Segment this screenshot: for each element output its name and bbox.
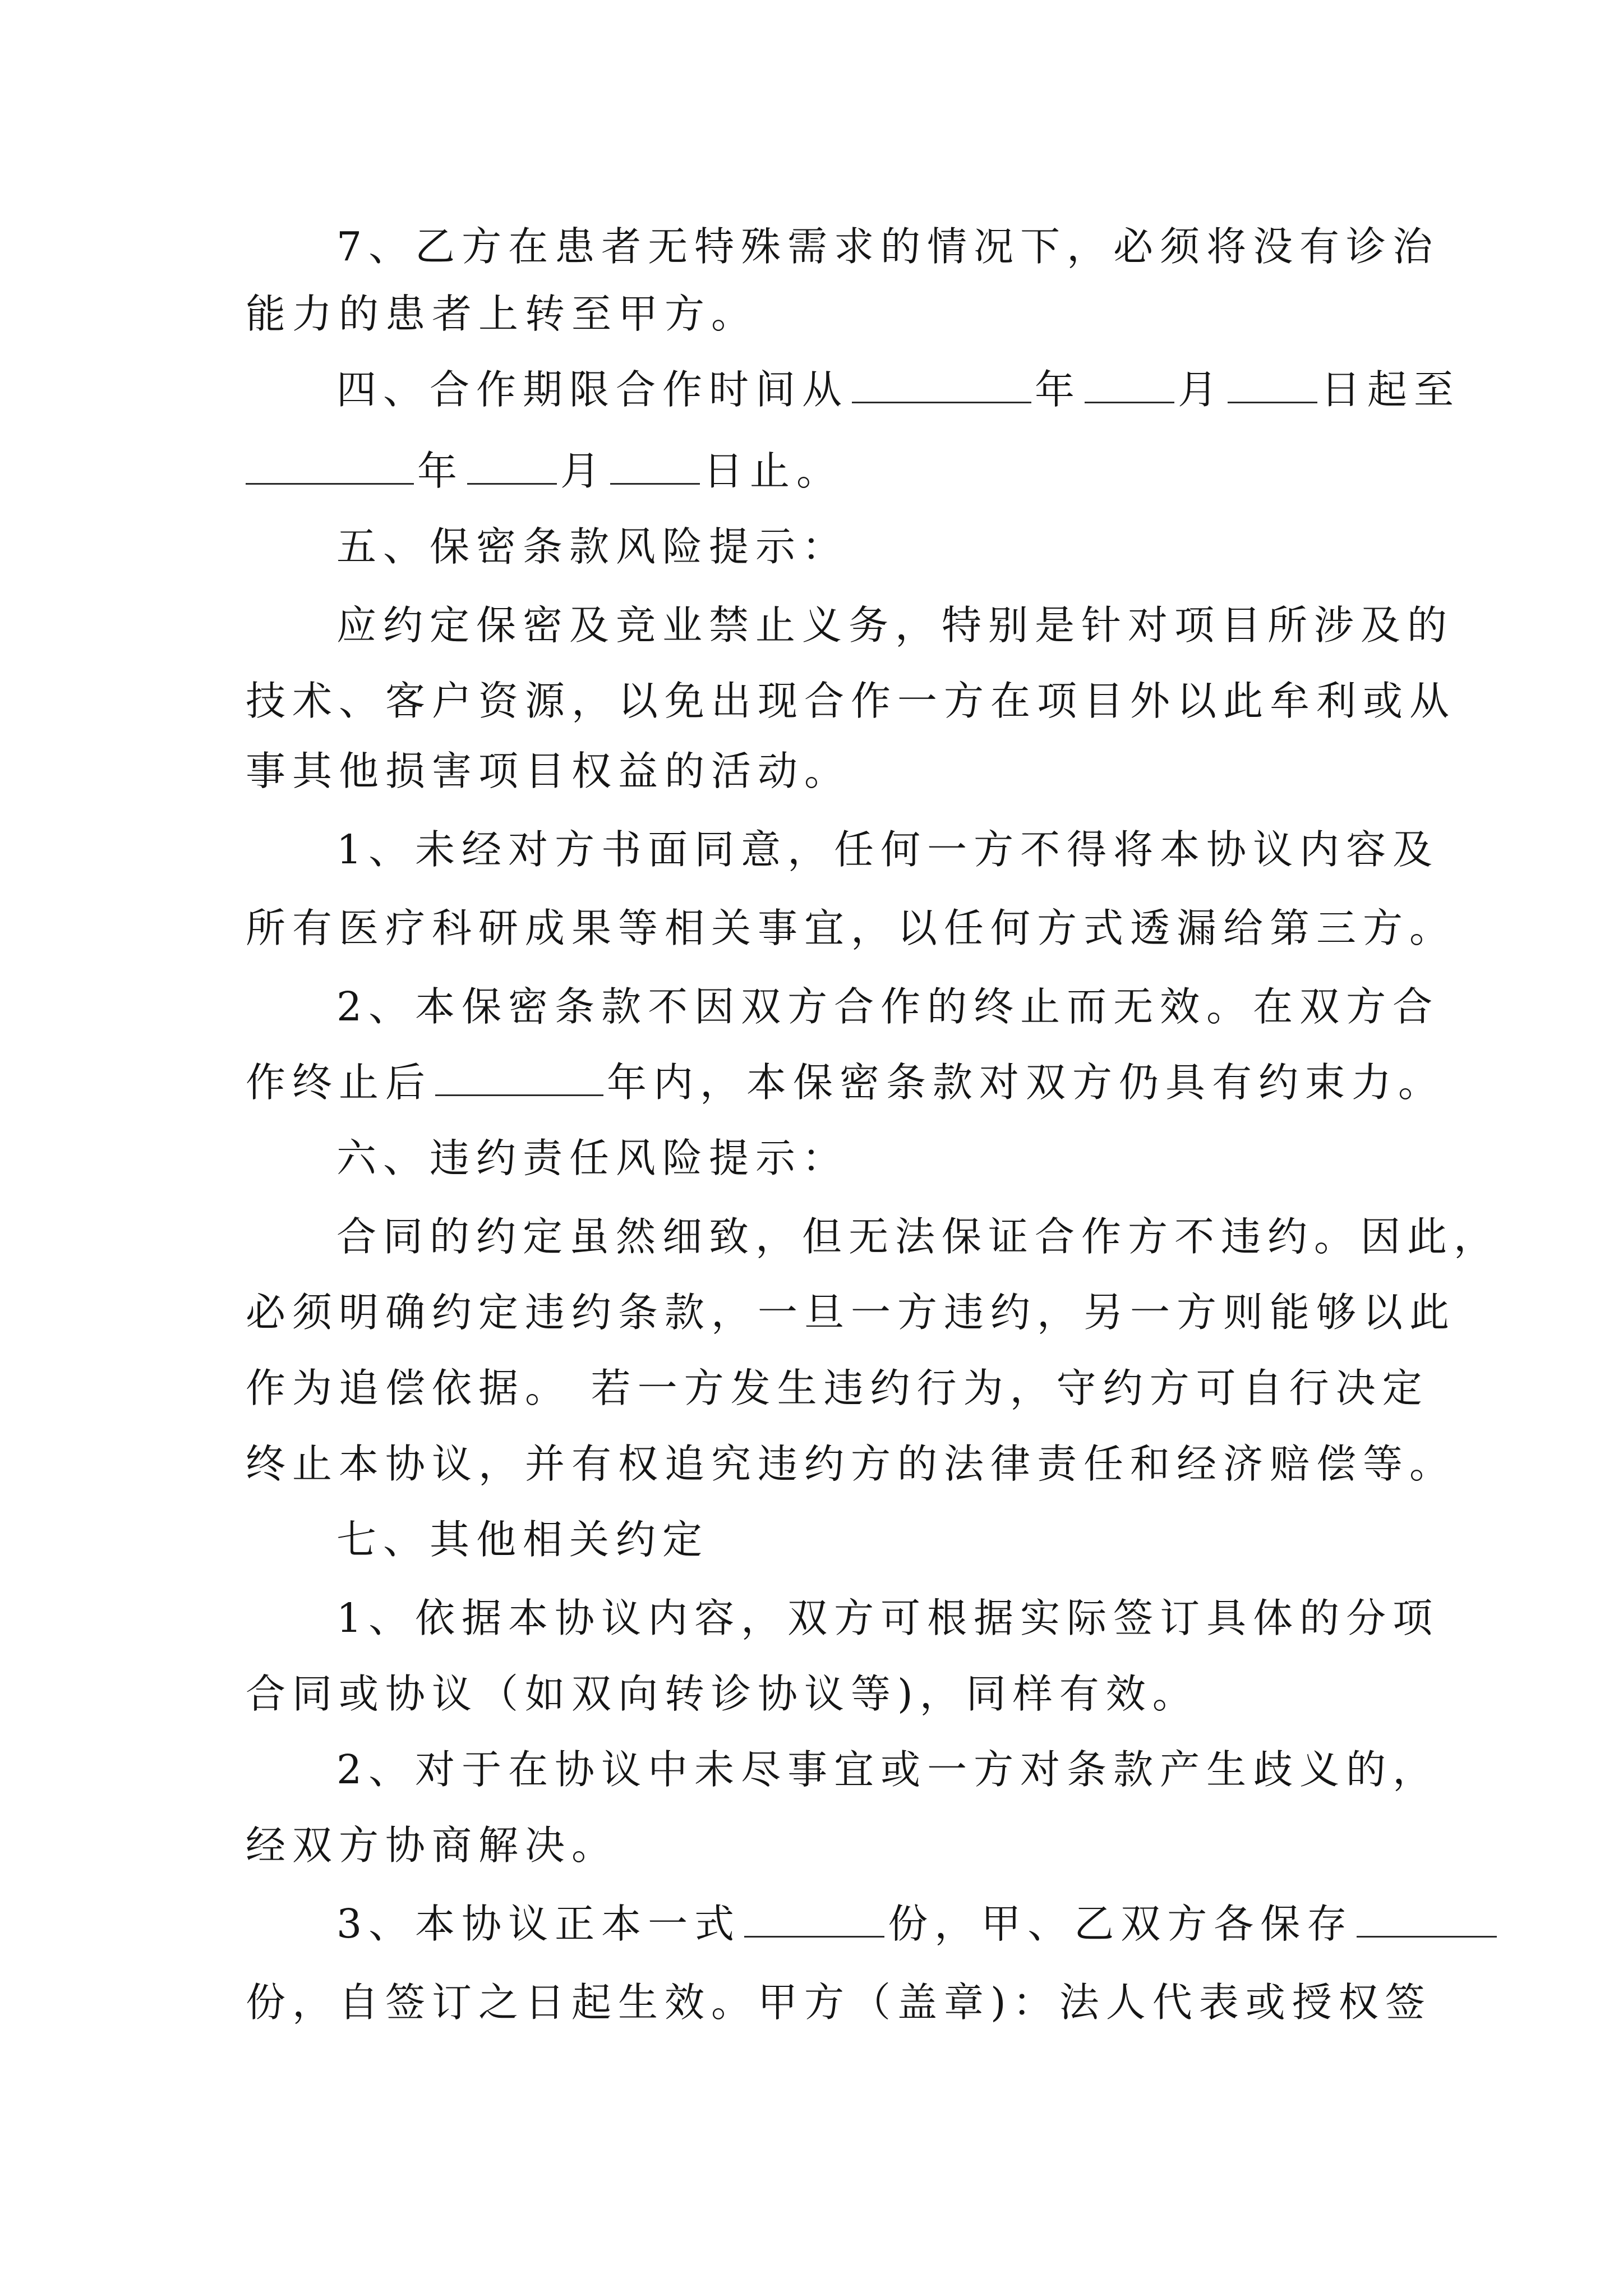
paragraph-line bbox=[336, 362, 1461, 418]
fill-in-blank bbox=[744, 1901, 884, 1938]
text-segment: 2、对于在协议中未尽事宜或一方对条款产生歧义的， bbox=[336, 1746, 1440, 1793]
text-segment: 六、违约责任风险提示： bbox=[336, 1135, 849, 1181]
paragraph-line bbox=[336, 1742, 1440, 1798]
fill-in-blank bbox=[246, 448, 414, 485]
paragraph-line bbox=[246, 286, 1390, 342]
text-segment: 作为追偿依据。 若一方发生违约行为，守约方可自行决定 bbox=[246, 1365, 1429, 1411]
text-segment: 合同或协议（如双向转诊协议等)，同样有效。 bbox=[246, 1671, 1199, 1717]
text-segment: 月 bbox=[560, 448, 607, 494]
text-segment: 月 bbox=[1178, 366, 1225, 413]
text-segment: 经双方协商解决。 bbox=[246, 1822, 619, 1869]
paragraph-line bbox=[246, 443, 1390, 499]
text-segment: 年内，本保密条款对双方仍具有约束力。 bbox=[607, 1059, 1445, 1106]
paragraph-line bbox=[336, 219, 1440, 275]
paragraph-line bbox=[246, 1666, 1390, 1722]
text-segment: 年 bbox=[417, 448, 464, 494]
paragraph-line bbox=[246, 1285, 1456, 1341]
text-segment: 年 bbox=[1035, 366, 1082, 413]
text-segment: 日起至 bbox=[1321, 366, 1461, 413]
paragraph-line bbox=[246, 1436, 1456, 1492]
paragraph-line bbox=[336, 1896, 1391, 1952]
text-segment: 份，自签订之日起生效。甲方（盖章)：法人代表或授权签 bbox=[246, 1979, 1432, 2026]
section-heading bbox=[336, 1512, 1391, 1568]
section-heading bbox=[336, 1130, 1391, 1186]
paragraph-line bbox=[246, 1360, 1429, 1416]
text-segment: 必须明确约定违约条款，一旦一方违约，另一方则能够以此 bbox=[246, 1289, 1456, 1336]
text-segment: 合同的约定虽然细致，但无法保证合作方不违约。因此， bbox=[336, 1213, 1501, 1260]
paragraph-line bbox=[336, 979, 1440, 1035]
text-segment: 应约定保密及竞业禁止义务，特别是针对项目所涉及的 bbox=[336, 602, 1454, 648]
text-segment: 事其他损害项目权益的活动。 bbox=[246, 748, 851, 794]
text-segment: 终止本协议，并有权追究违约方的法律责任和经济赔偿等。 bbox=[246, 1441, 1456, 1487]
text-segment: 1、未经对方书面同意，任何一方不得将本协议内容及 bbox=[336, 826, 1440, 873]
fill-in-blank bbox=[467, 448, 557, 485]
text-segment: 份，甲、乙双方各保存 bbox=[888, 1901, 1354, 1947]
paragraph-line bbox=[246, 1975, 1432, 2031]
paragraph-line bbox=[246, 743, 1390, 799]
paragraph-line bbox=[336, 1590, 1440, 1646]
fill-in-blank bbox=[1357, 1901, 1497, 1938]
fill-in-blank bbox=[435, 1060, 603, 1096]
fill-in-blank bbox=[1228, 367, 1317, 403]
text-segment: 作终止后 bbox=[246, 1059, 432, 1106]
text-segment: 日止。 bbox=[703, 448, 843, 494]
text-segment: 七、其他相关约定 bbox=[336, 1516, 709, 1563]
paragraph-line bbox=[246, 1055, 1445, 1111]
fill-in-blank bbox=[852, 367, 1031, 403]
paragraph-line bbox=[336, 597, 1454, 654]
text-segment: 能力的患者上转至甲方。 bbox=[246, 291, 758, 337]
paragraph-line bbox=[246, 1818, 1390, 1874]
section-heading bbox=[336, 519, 1391, 575]
text-segment: 2、本保密条款不因双方合作的终止而无效。在双方合 bbox=[336, 983, 1440, 1030]
text-segment: 7、乙方在患者无特殊需求的情况下，必须将没有诊治 bbox=[336, 223, 1440, 270]
fill-in-blank bbox=[610, 448, 700, 485]
paragraph-line bbox=[246, 900, 1456, 956]
text-segment: 技术、客户资源，以免出现合作一方在项目外以此牟利或从 bbox=[246, 678, 1456, 724]
text-segment: 四、合作期限合作时间从 bbox=[336, 366, 849, 413]
paragraph-line bbox=[336, 1209, 1501, 1265]
text-segment: 1、依据本协议内容，双方可根据实际签订具体的分项 bbox=[336, 1595, 1440, 1641]
text-segment: 3、本协议正本一式 bbox=[336, 1901, 741, 1947]
fill-in-blank bbox=[1085, 367, 1174, 403]
paragraph-line bbox=[336, 822, 1440, 878]
text-segment: 五、保密条款风险提示： bbox=[336, 523, 849, 570]
paragraph-line bbox=[246, 673, 1456, 729]
text-segment: 所有医疗科研成果等相关事宜，以任何方式透漏给第三方。 bbox=[246, 905, 1456, 951]
